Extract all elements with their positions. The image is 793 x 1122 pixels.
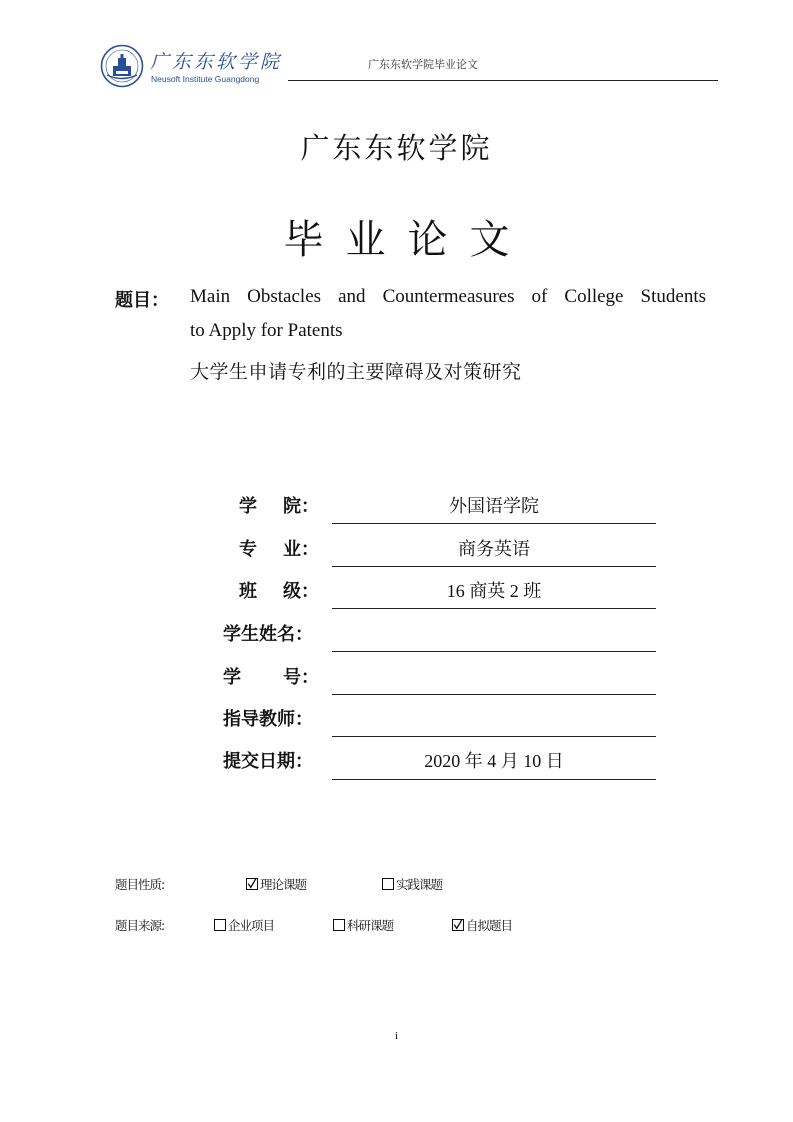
major-label-char: 专 [239, 539, 257, 560]
student-id-label-char: 学 [223, 667, 241, 688]
header-rule [288, 80, 718, 81]
checkbox-empty-icon[interactable] [333, 919, 345, 931]
option-label: 理论课题 [260, 877, 307, 892]
title-word: Countermeasures [382, 286, 515, 307]
submit-date-underline [332, 779, 656, 780]
checkbox-checked-icon[interactable] [452, 919, 464, 931]
checkbox-empty-icon[interactable] [214, 919, 226, 931]
school-underline [332, 523, 656, 524]
thesis-title-cn: 大学生申请专利的主要障碍及对策研究 [190, 361, 522, 383]
thesis-title-en-line2: to Apply for Patents [190, 320, 343, 341]
thesis-type-title: 毕业论文 [283, 217, 532, 263]
option-theory[interactable] [246, 875, 306, 893]
student-name-underline [332, 651, 656, 652]
student-id-underline [332, 694, 656, 695]
major-label [223, 535, 323, 561]
student-name-label: 学生姓名： [223, 624, 313, 645]
major-value: 商务英语 [458, 539, 530, 559]
submit-date-label: 提交日期： [223, 751, 313, 772]
college-name: 广东东软学院 [300, 131, 493, 165]
title-word: of [531, 286, 548, 307]
advisor-underline [332, 736, 656, 737]
student-id-label [223, 663, 323, 689]
topic-label: 题目： [115, 290, 169, 311]
logo-chinese-name: 广东东软学院 [150, 51, 283, 73]
class-label [223, 577, 323, 603]
page-number: i [394, 1030, 399, 1042]
checkbox-checked-icon[interactable] [246, 878, 258, 890]
option-label: 自拟题目 [466, 918, 513, 933]
class-value: 16 商英 2 班 [446, 581, 542, 601]
title-word: and [338, 286, 366, 307]
major-label-char: 业： [283, 539, 319, 560]
student-id-label-char: 号： [283, 667, 319, 688]
option-label: 科研课题 [347, 918, 394, 933]
school-label-char: 学 [239, 496, 257, 517]
option-research[interactable] [333, 916, 393, 934]
class-label-char: 班 [239, 581, 257, 602]
thesis-title-en-line1 [190, 286, 706, 308]
school-label-char: 院： [283, 496, 319, 517]
submit-date-value: 2020 年 4 月 10 日 [424, 751, 564, 771]
checkbox-empty-icon[interactable] [382, 878, 394, 890]
topic-source-label: 题目来源: [115, 918, 165, 933]
title-word: Students [640, 286, 706, 307]
class-label-char: 级： [283, 581, 319, 602]
title-word: College [564, 286, 624, 307]
option-label: 实践课题 [396, 877, 443, 892]
class-underline [332, 608, 656, 609]
college-logo-icon [100, 44, 144, 88]
major-underline [332, 566, 656, 567]
logo-english-name: Neusoft Institute Guangdong [151, 74, 260, 84]
option-enterprise[interactable] [214, 916, 274, 934]
option-label: 企业项目 [228, 918, 275, 933]
school-value: 外国语学院 [449, 496, 539, 516]
title-word: Main [190, 286, 231, 307]
option-self-proposed[interactable] [452, 916, 512, 934]
title-word: Obstacles [247, 286, 322, 307]
option-practice[interactable] [382, 875, 442, 893]
school-label [223, 492, 323, 518]
advisor-label: 指导教师： [223, 709, 313, 730]
running-header-title: 广东东软学院毕业论文 [368, 58, 478, 71]
topic-nature-label: 题目性质: [115, 877, 165, 892]
